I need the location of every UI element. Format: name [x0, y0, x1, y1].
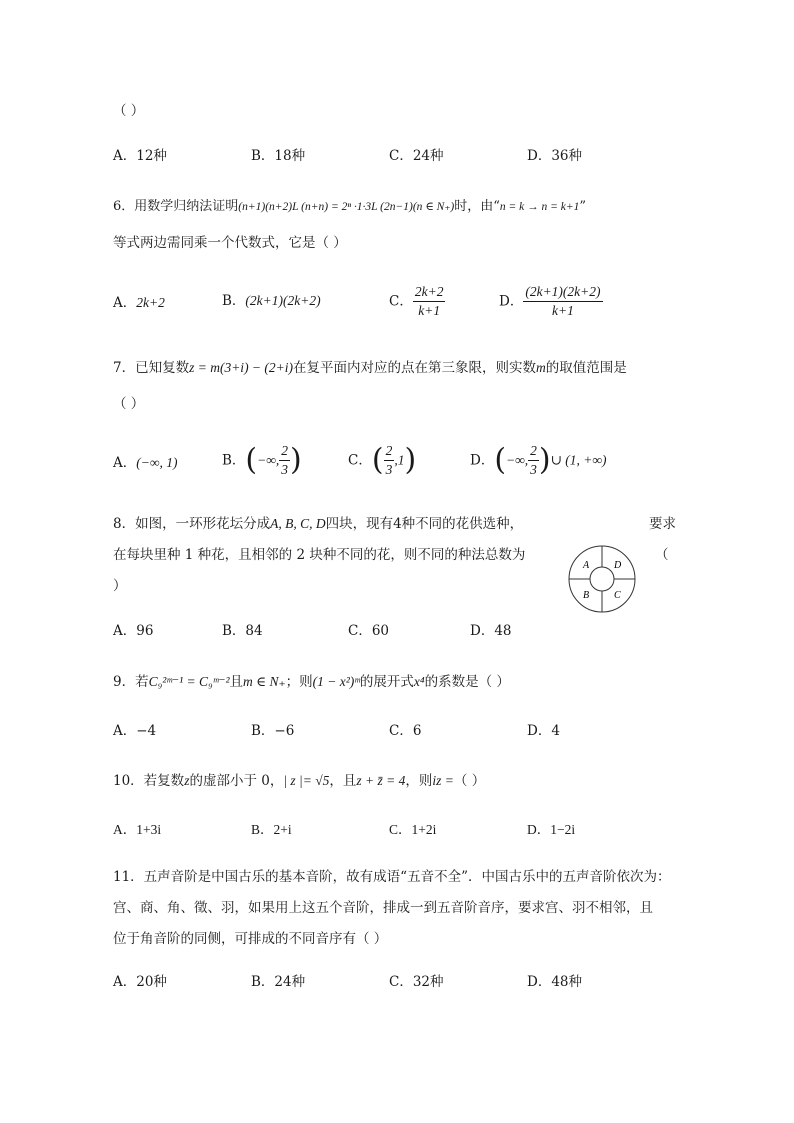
q7-end: 的取值范围是 — [545, 360, 627, 376]
q7-option-a-label: A． — [113, 455, 137, 471]
q7-paren: （ ） — [113, 396, 145, 412]
q9-option-c: C．6 — [389, 723, 422, 739]
q8-stem-line1 — [113, 514, 523, 534]
q10-mid3: ，则 — [405, 773, 433, 789]
q10-conjugate-sum: z + z̄ = 4 — [356, 773, 406, 788]
q10-option-a: A．1+3i — [113, 822, 162, 837]
q9-mid2: ；则 — [285, 674, 313, 690]
q5-option-b: B．18种 — [251, 148, 306, 164]
q8-rest: 四块，现有4种不同的花供选种， — [325, 516, 524, 532]
q6-option-b — [222, 291, 321, 311]
q7-stem-line1 — [113, 358, 627, 378]
q6-option-c-numerator: 2k+2 — [413, 283, 446, 302]
q9-option-b: B．−6 — [251, 723, 295, 739]
q8-option-a: A．96 — [113, 623, 154, 639]
q6-identity: (n+1)(n+2)L (n+n) = 2ⁿ ·1·3L (2n−1)(n ∈ N₊) — [238, 201, 455, 213]
q9-binomial: (1 − x²)ᵐ — [312, 674, 360, 689]
q6-option-c-fraction — [413, 283, 446, 320]
q8-stem-right: 要求 — [649, 516, 676, 532]
q9-stem — [113, 672, 510, 692]
q10-option-c: C．1+2i — [389, 822, 437, 837]
q6-stem-line1 — [113, 197, 586, 217]
q7-option-d-denominator: 3 — [530, 462, 537, 477]
region-label-c: C — [614, 590, 621, 601]
region-label-d: D — [614, 560, 622, 571]
q10-end: （ ） — [453, 773, 486, 789]
q7-prefix: 7．已知复数 — [113, 360, 190, 376]
q10-stem — [113, 771, 485, 791]
q6-stem-line2: 等式两边需同乘一个代数式，它是（ ） — [113, 235, 347, 251]
q5-option-a: A．12种 — [113, 148, 167, 164]
q11-stem-line1: 11．五声音阶是中国古乐的基本音阶，故有成语“五音不全”．中国古乐中的五声音阶依次为： — [113, 869, 671, 885]
q7-option-b: B．(−∞, $\frac{2}{3}$ ) — [222, 442, 302, 478]
q8-stem-line2: 在每块里种 1 种花，且相邻的 2 块种不同的花，则不同的种法总数为 — [113, 547, 526, 563]
q9-prefix: 9．若 — [113, 674, 149, 690]
q6-option-b-value: (2k+1)(2k+2) — [245, 293, 321, 308]
q10-modulus: | z |= √5 — [283, 773, 330, 788]
q9-end: 的系数是（ ） — [424, 674, 510, 690]
region-label-a: A — [583, 560, 590, 571]
q11-stem-line2: 宫、商、角、徵、羽，如果用上这五个音阶，排成一到五音阶音序，要求宫、羽不相邻，且 — [113, 900, 653, 916]
q7-var: m — [536, 360, 546, 375]
q8-paren-close: ） — [113, 578, 127, 594]
q5-paren: （ ） — [113, 103, 145, 119]
q6-step: n = k → n = k+1 — [499, 201, 580, 213]
q6-option-a-value: 2k+2 — [136, 295, 165, 310]
q7-option-b-denominator: 3 — [281, 462, 288, 477]
q7-option-d-post: ∪ (1, +∞) — [550, 452, 607, 468]
q9-m-domain: m ∈ N₊ — [243, 674, 286, 689]
q7-option-a — [113, 453, 177, 473]
q9-combination-equation: C₉²ᵐ⁻¹ = C₉ᵐ⁻² — [148, 674, 230, 689]
q9-mid3: 的展开式 — [359, 674, 414, 690]
q11-stem-line3: 位于角音阶的同侧，可排成的不同音序有（ ） — [113, 931, 388, 947]
q9-term: x⁴ — [413, 674, 425, 689]
q7-option-c-denominator: 3 — [385, 462, 393, 477]
q6-option-b-label: B． — [222, 293, 246, 309]
q6-option-d-label: D． — [499, 293, 524, 310]
q10-target: iz = — [432, 773, 454, 788]
q6-option-d-denominator: k+1 — [551, 303, 574, 318]
ring-flowerbed-diagram — [567, 544, 637, 614]
q7-option-c-label: C． — [348, 452, 372, 469]
q8-option-b: B．84 — [222, 623, 263, 639]
q7-option-c-post: ,1 — [394, 452, 405, 468]
q7-option-b-fraction — [279, 442, 290, 479]
q10-option-b: B．2+i — [251, 822, 292, 837]
q6-mid: 时，由“ — [454, 199, 500, 214]
q7-option-a-value: (−∞, 1) — [136, 455, 178, 470]
q7-option-d-numerator: 2 — [528, 442, 539, 461]
q6-option-d — [499, 283, 603, 320]
region-label-b: B — [583, 590, 590, 601]
q7-mid: 在复平面内对应的点在第三象限，则实数 — [293, 360, 537, 376]
q10-mid1: 的虚部小于 0， — [189, 773, 284, 789]
q7-option-d: D．(−∞, $\frac{2}{3}$ )∪ (1, +∞) — [470, 442, 607, 478]
q6-prefix: 6．用数学归纳法证明 — [113, 199, 239, 214]
q7-option-b-pre: −∞, — [257, 452, 280, 468]
q8-option-c: C．60 — [348, 623, 390, 639]
q9-option-d: D．4 — [527, 723, 560, 739]
q7-option-d-fraction — [528, 442, 539, 479]
q11-option-d: D．48种 — [527, 974, 583, 990]
q7-option-c-fraction — [384, 442, 395, 479]
q10-prefix: 10．若复数 — [113, 773, 185, 789]
q6-end: ” — [579, 199, 587, 214]
q6-option-c-label: C． — [389, 293, 413, 310]
q10-option-d: D．1−2i — [527, 822, 576, 837]
q11-option-b: B．24种 — [251, 974, 306, 990]
q7-option-c: C．( $\frac{2}{3}$ ,1) — [348, 442, 417, 478]
q5-option-c: C．24种 — [389, 148, 444, 164]
q6-option-a — [113, 293, 165, 313]
q9-mid1: 且 — [229, 674, 244, 690]
q8-vars: A, B, C, D — [270, 516, 326, 531]
q6-option-c — [389, 283, 445, 320]
q10-var: z — [184, 773, 190, 788]
q11-option-a: A．20种 — [113, 974, 167, 990]
q6-option-a-label: A． — [113, 295, 137, 311]
q6-option-d-numerator: (2k+1)(2k+2) — [523, 283, 602, 302]
inner-circle — [590, 567, 614, 591]
q7-option-d-label: D． — [470, 452, 495, 469]
q9-option-a: A．−4 — [113, 723, 157, 739]
q5-option-d: D．36种 — [527, 148, 583, 164]
q7-expression: z = m(3+i) − (2+i) — [189, 360, 294, 375]
q11-option-c: C．32种 — [389, 974, 444, 990]
q8-prefix: 8．如图，一环形花坛分成 — [113, 516, 271, 532]
q8-paren-open: （ — [655, 547, 669, 563]
q6-option-d-fraction — [523, 283, 602, 320]
q8-option-d: D．48 — [470, 623, 512, 639]
q10-mid2: ，且 — [329, 773, 357, 789]
q7-option-b-label: B． — [222, 452, 246, 469]
q7-option-d-pre: −∞, — [506, 452, 529, 468]
q6-option-c-denominator: k+1 — [418, 303, 441, 318]
q7-option-b-numerator: 2 — [279, 442, 290, 461]
q7-option-c-numerator: 2 — [384, 442, 395, 461]
